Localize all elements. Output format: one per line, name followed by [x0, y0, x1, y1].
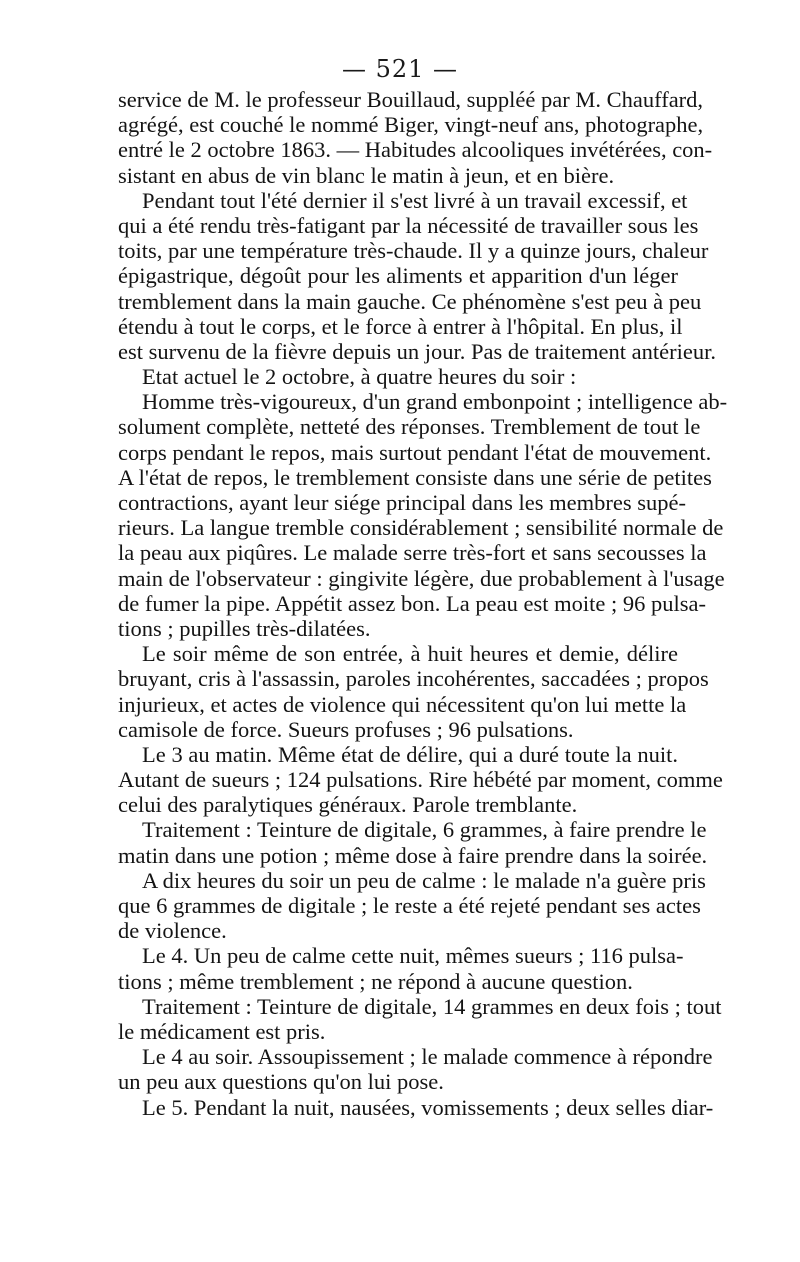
text-line: Pendant tout l'été dernier il s'est livré à un travail excessif, et	[142, 187, 688, 213]
text-line: est survenu de la fièvre depuis un jour. Pas de traitement antérieur.	[118, 338, 716, 364]
text-line: tions ; même tremblement ; ne répond à aucune question.	[118, 968, 633, 994]
text-line: bruyant, cris à l'assassin, paroles incohérentes, saccadées ; propos	[118, 666, 709, 692]
text-line: rieurs. La langue tremble considérablement ; sensibilité normale de	[118, 515, 724, 541]
text-line: Traitement : Teinture de digitale, 6 grammes, à faire prendre le	[142, 817, 707, 843]
text-line: que 6 grammes de digitale ; le reste a été rejeté pendant ses actes	[118, 893, 701, 918]
text-line: Etat actuel le 2 octobre, à quatre heures du soir :	[142, 364, 577, 390]
body-text	[118, 87, 728, 1120]
text-line: épigastrique, dégoût pour les aliments et apparition d'un léger	[118, 263, 678, 289]
text-line: Le 5. Pendant la nuit, nausées, vomissements ; deux selles diar-	[142, 1094, 714, 1120]
text-line: tions ; pupilles très-dilatées.	[118, 615, 371, 641]
text-line: Le 4. Un peu de calme cette nuit, mêmes sueurs ; 116 pulsa-	[142, 943, 684, 969]
text-line: la peau aux piqûres. Le malade serre très-fort et sans secousses la	[118, 540, 707, 566]
text-line: agrégé, est couché le nommé Biger, vingt-neuf ans, photographe,	[118, 112, 704, 138]
text-line: étendu à tout le corps, et le force à entrer à l'hôpital. En plus, il	[118, 313, 683, 339]
text-line: entré le 2 octobre 1863. — Habitudes alcooliques invétérées, con-	[118, 137, 713, 163]
text-line: injurieux, et actes de violence qui nécessitent qu'on lui mette la	[118, 691, 687, 717]
text-line: celui des paralytiques généraux. Parole tremblante.	[118, 792, 578, 818]
text-line: Le 3 au matin. Même état de délire, qui a duré toute la nuit.	[142, 741, 678, 767]
text-line: toits, par une température très-chaude. Il y a quinze jours, chaleur	[118, 238, 709, 264]
text-line: de fumer la pipe. Appétit assez bon. La peau est moite ; 96 pulsa-	[118, 590, 706, 616]
text-line: Traitement : Teinture de digitale, 14 grammes en deux fois ; tout	[142, 993, 722, 1019]
text-line: corps pendant le repos, mais surtout pendant l'état de mouvement.	[118, 439, 712, 465]
text-line: matin dans une potion ; même dose à faire prendre dans la soirée.	[118, 842, 708, 868]
text-line: qui a été rendu très-fatigant par la nécessité de travailler sous les	[118, 212, 699, 238]
text-line: Homme très-vigoureux, d'un grand embonpoint ; intelligence ab-	[142, 389, 728, 415]
text-line: un peu aux questions qu'on lui pose.	[118, 1069, 444, 1095]
text-line: main de l'observateur : gingivite légère, due probablement à l'usage	[118, 565, 725, 591]
text-line: camisole de force. Sueurs profuses ; 96 pulsations.	[118, 716, 574, 742]
text-line: sistant en abus de vin blanc le matin à jeun, et en bière.	[118, 162, 615, 188]
text-line: tremblement dans la main gauche. Ce phénomène s'est peu à peu	[118, 288, 702, 314]
text-line: de violence.	[118, 918, 227, 944]
text-line: solument complète, netteté des réponses. Tremblement de tout le	[118, 414, 701, 440]
text-line: Autant de sueurs ; 124 pulsations. Rire hébété par moment, comme	[118, 767, 723, 793]
text-line: service de M. le professeur Bouillaud, suppléé par M. Chauffard,	[118, 87, 704, 112]
text-line: contractions, ayant leur siége principal dans les membres supé-	[118, 490, 686, 515]
text-line: A l'état de repos, le tremblement consiste dans une série de petites	[118, 464, 712, 490]
text-line: A dix heures du soir un peu de calme : le malade n'a guère pris	[142, 867, 706, 893]
text-line: Le soir même de son entrée, à huit heures et demie, délire	[142, 641, 678, 667]
page-number: — 521 —	[341, 55, 459, 83]
text-line: le médicament est pris.	[118, 1018, 326, 1044]
text-line: Le 4 au soir. Assoupissement ; le malade commence à répondre	[142, 1044, 713, 1070]
